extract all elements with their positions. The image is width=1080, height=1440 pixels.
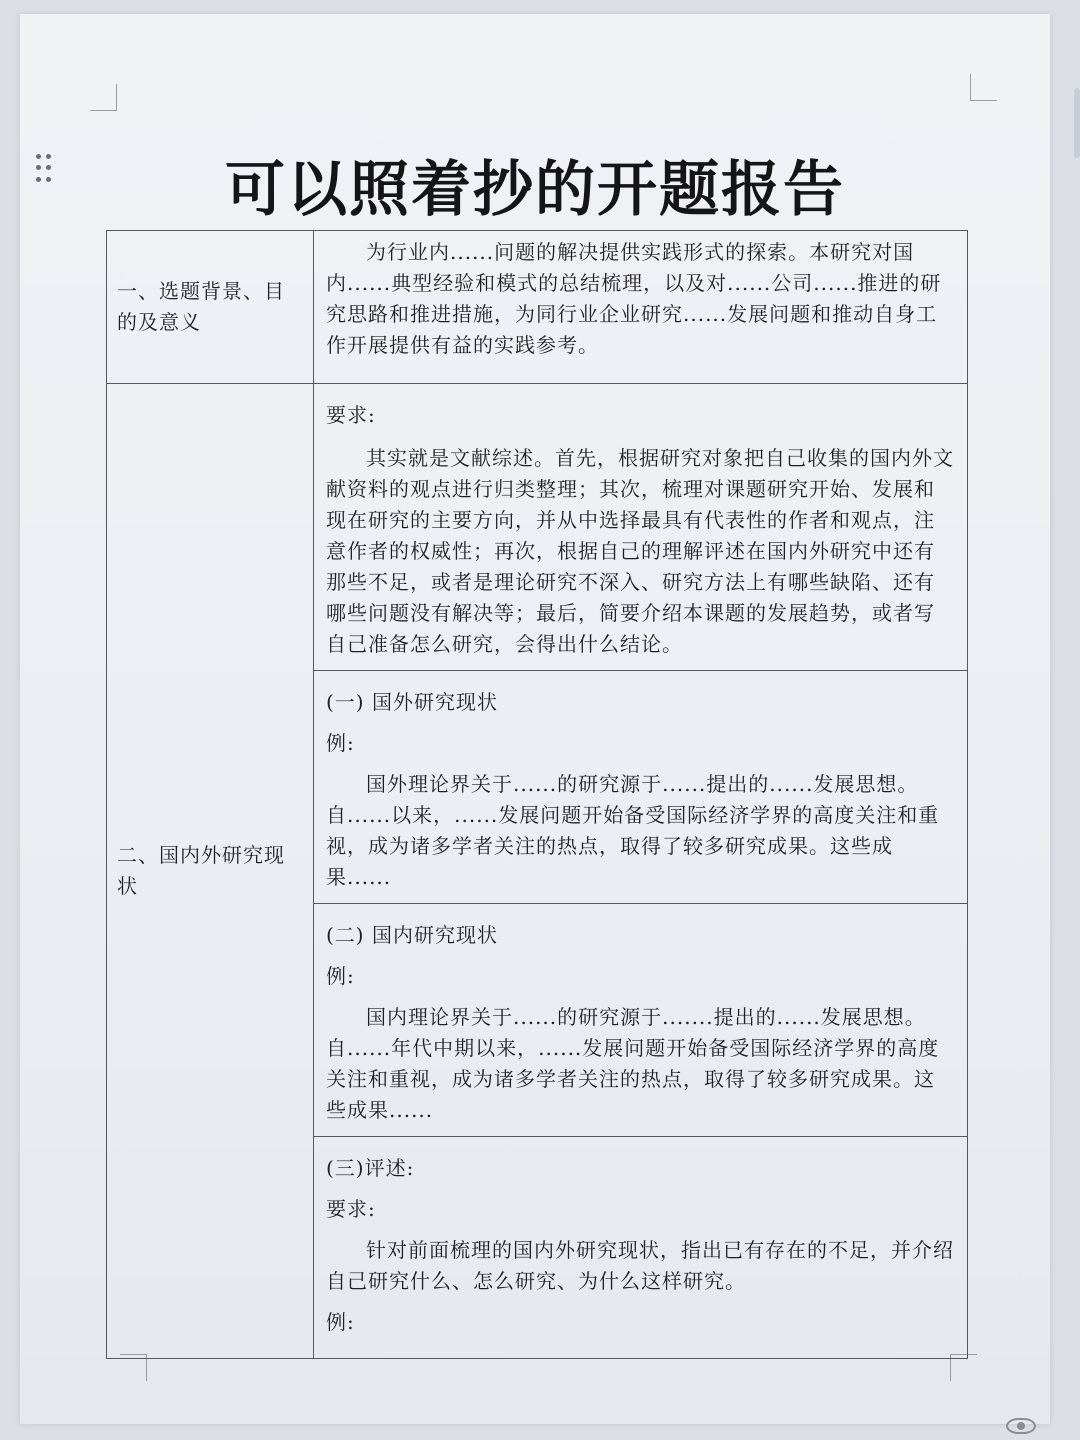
foreign-research-heading: (一) 国外研究现状 — [326, 690, 498, 714]
review-paragraph: 针对前面梳理的国内外研究现状，指出已有存在的不足，并介绍自己研究什么、怎么研究、为什么这样研究。 — [326, 1238, 954, 1293]
review-heading: (三)评述: — [326, 1156, 415, 1180]
document-page — [20, 14, 1050, 1424]
requirement-paragraph: 其实就是文献综述。首先，根据研究对象把自己收集的国内外文献资料的观点进行归类整理；其次，梳理对课题研究开始、发展和现在研究的主要方向，并从中选择最具有代表性的作者和观点，注意作者的权威性；再次，根据自己的理解评述在国内外研究中还有那些不足，或者是理论研究不深入、研究方法上有哪些缺陷、还有哪些问题没有解决等；最后，简要介绍本课题的发展趋势，或者写自己准备怎么研究，会得出什么结论。 — [326, 446, 954, 656]
table-row — [107, 384, 968, 671]
table-row — [107, 231, 968, 384]
background-content-cell[interactable] — [314, 231, 968, 384]
foreign-research-paragraph: 国外理论界关于......的研究源于......提出的......发展思想。自......以来，......发展问题开始备受国际经济学界的高度关注和重视，成为诸多学者关注的热点，取得了较多研究成果。这些成果...... — [326, 772, 940, 889]
review-example-label: 例: — [326, 1310, 355, 1334]
review-cell[interactable] — [314, 1137, 968, 1359]
foreign-example-label: 例: — [326, 731, 355, 755]
row-label-research-status: 二、国内外研究现状 — [107, 384, 314, 1359]
window-edge-strip — [1074, 88, 1080, 158]
domestic-research-paragraph: 国内理论界关于......的研究源于.......提出的......发展思想。自......年代中期以来，......发展问题开始备受国际经济学界的高度关注和重视，成为诸多学者关注的热点，取得了较多研究成果。这些成果...... — [326, 1005, 940, 1122]
foreign-research-cell[interactable] — [314, 671, 968, 904]
margin-corner-top-left — [90, 84, 117, 111]
page-title: 可以照着抄的开题报告 — [225, 155, 845, 225]
domestic-research-heading: (二) 国内研究现状 — [326, 923, 498, 947]
row-label-background: 一、选题背景、目的及意义 — [107, 231, 314, 384]
eye-icon[interactable] — [1006, 1418, 1036, 1434]
report-table — [106, 230, 968, 1359]
margin-corner-top-right — [970, 74, 997, 101]
requirement-heading: 要求: — [326, 403, 376, 427]
requirement-cell[interactable] — [314, 384, 968, 671]
review-requirement-label: 要求: — [326, 1197, 376, 1221]
domestic-research-cell[interactable] — [314, 904, 968, 1137]
domestic-example-label: 例: — [326, 964, 355, 988]
background-paragraph: 为行业内......问题的解决提供实践形式的探索。本研究对国内......典型经验和模式的总结梳理，以及对......公司......推进的研究思路和推进措施，为同行业企业研究......发展问题和推动自身工作开展提供有益的实践参考。 — [326, 240, 942, 357]
